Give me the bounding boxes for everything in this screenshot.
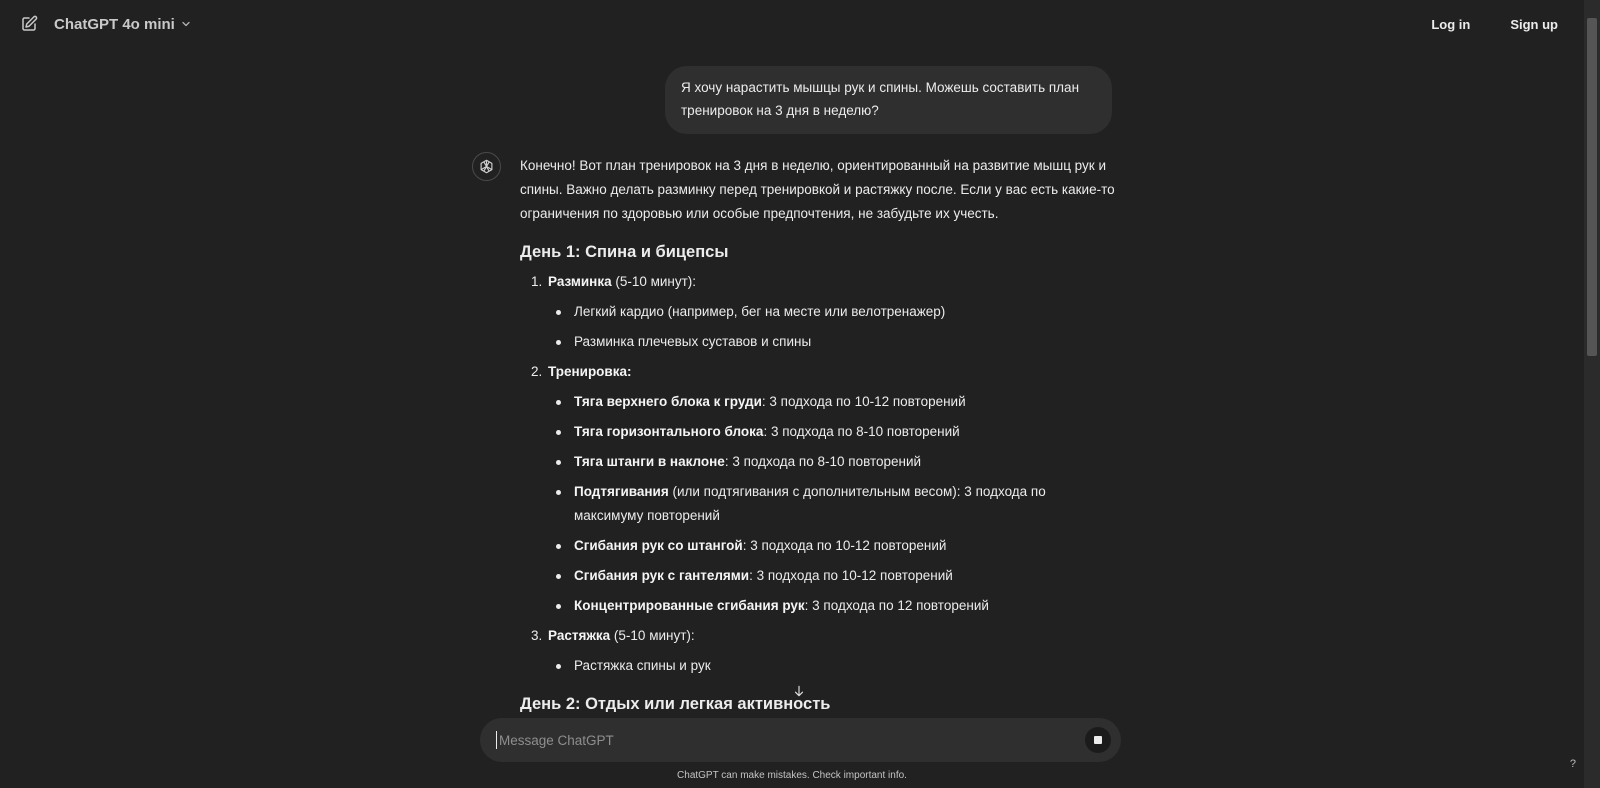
disclaimer-text: ChatGPT can make mistakes. Check important info. xyxy=(677,770,907,781)
list-item xyxy=(574,420,1116,444)
model-name: ChatGPT 4o mini xyxy=(54,15,175,33)
user-message: Я хочу нарастить мышцы рук и спины. Можешь составить план тренировок на 3 дня в неделю? xyxy=(665,66,1112,134)
scrollbar-thumb[interactable] xyxy=(1587,18,1597,356)
message-input[interactable] xyxy=(496,731,1085,749)
step-stretch xyxy=(546,624,1116,678)
exercise-name: Сгибания рук с гантелями xyxy=(574,568,750,583)
training-list xyxy=(548,390,1116,618)
scrollbar[interactable] xyxy=(1584,0,1600,788)
list-item xyxy=(574,534,1116,558)
exercise-name: Концентрированные сгибания рук xyxy=(574,598,805,613)
exercise-name: Подтягивания xyxy=(574,484,669,499)
message-composer xyxy=(480,718,1121,762)
login-button[interactable]: Log in xyxy=(1431,16,1471,32)
day2-heading: День 2: Отдых или легкая активность xyxy=(520,695,831,712)
list-item xyxy=(574,480,1116,528)
warmup-list xyxy=(548,300,1116,354)
warmup-duration: (5-10 минут): xyxy=(611,274,697,289)
list-item: Растяжка спины и рук xyxy=(574,654,1116,678)
exercise-detail: : 3 подхода по 10-12 повторений xyxy=(761,394,966,409)
exercise-name: Сгибания рук со штангой xyxy=(574,538,743,553)
exercise-detail: : 3 подхода по 10-12 повторений xyxy=(742,538,947,553)
exercise-name: Тяга верхнего блока к груди xyxy=(574,394,762,409)
help-button[interactable]: ? xyxy=(1569,758,1576,770)
day1-heading: День 1: Спина и бицепсы xyxy=(520,243,729,261)
exercise-detail: : 3 подхода по 8-10 повторений xyxy=(724,454,922,469)
step-training xyxy=(546,360,1116,618)
stretch-title: Растяжка xyxy=(548,628,611,643)
training-title: Тренировка: xyxy=(548,364,632,379)
list-item: Разминка плечевых суставов и спины xyxy=(574,330,1116,354)
list-item xyxy=(574,564,1116,588)
exercise-detail: (или подтягивания с дополнительным весом): 3 подхода по максимуму повторений xyxy=(574,484,1046,523)
conversation xyxy=(0,48,1584,712)
assistant-intro: Конечно! Вот план тренировок на 3 дня в неделю, ориентированный на развитие мышц рук и спины. Важно делать разминку перед тренировкой и растяжку после. Если у вас есть какие-то ограничения по здоровью или особые предпочтения, не забудьте их учесть. xyxy=(520,158,1115,221)
model-selector[interactable] xyxy=(54,16,192,33)
scroll-down-arrow-icon[interactable] xyxy=(788,680,810,702)
step-warmup xyxy=(546,270,1116,354)
day1-steps xyxy=(520,270,1116,678)
stop-icon xyxy=(1094,736,1102,744)
new-chat-icon[interactable] xyxy=(18,13,40,35)
stop-button[interactable] xyxy=(1085,727,1111,753)
list-item: Легкий кардио (например, бег на месте или велотренажер) xyxy=(574,300,1116,324)
stretch-list xyxy=(548,654,1116,678)
exercise-detail: : 3 подхода по 12 повторений xyxy=(804,598,989,613)
warmup-title: Разминка xyxy=(548,274,612,289)
signup-button[interactable]: Sign up xyxy=(1510,16,1558,32)
exercise-detail: : 3 подхода по 8-10 повторений xyxy=(763,424,960,439)
list-item xyxy=(574,594,1116,618)
exercise-name: Тяга штанги в наклоне xyxy=(574,454,725,469)
list-item xyxy=(574,390,1116,414)
top-bar xyxy=(0,0,1584,48)
chevron-down-icon xyxy=(180,18,192,30)
exercise-name: Тяга горизонтального блока xyxy=(574,424,764,439)
assistant-message xyxy=(520,154,1116,712)
stretch-duration: (5-10 минут): xyxy=(610,628,695,643)
openai-logo-icon xyxy=(472,152,501,181)
exercise-detail: : 3 подхода по 10-12 повторений xyxy=(749,568,953,583)
list-item xyxy=(574,450,1116,474)
